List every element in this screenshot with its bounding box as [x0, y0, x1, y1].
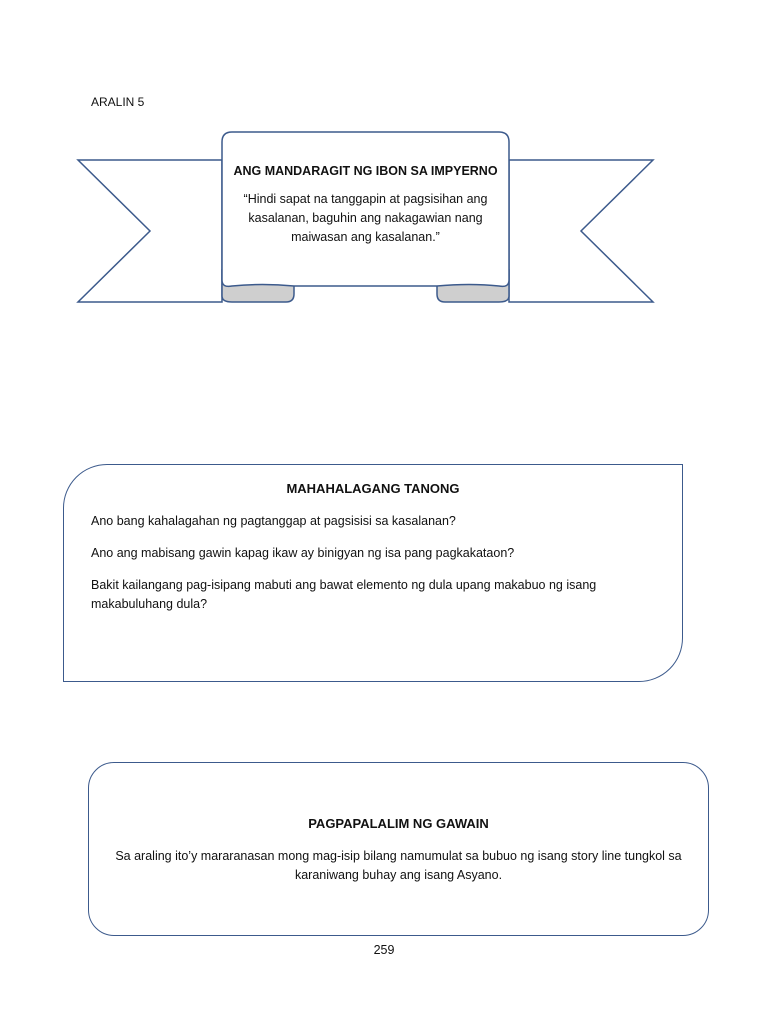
ribbon-left-tail — [78, 160, 222, 302]
question-item-2: Ano ang mabisang gawin kapag ikaw ay binigyan ng isa pang pagkakataon? — [91, 546, 515, 560]
deepening-activity-body: Sa araling ito’y mararanasan mong mag-isip bilang namumulat sa bubuo ng isang story line tungkol sa karaniwang buhay ang isang Asyano. — [115, 849, 682, 882]
deepening-activity-title: PAGPAPALALIM NG GAWAIN — [308, 816, 489, 831]
essential-questions-list — [91, 512, 612, 627]
lesson-label: ARALIN 5 — [91, 95, 145, 109]
deepening-activity-box — [88, 762, 709, 936]
essential-questions-title: MAHAHALAGANG TANONG — [286, 481, 460, 496]
essential-questions-box — [63, 464, 683, 682]
ribbon-banner-text — [222, 132, 509, 274]
page-number: 259 — [373, 943, 395, 957]
question-item-1: Ano bang kahalagahan ng pagtanggap at pagsisisi sa kasalanan? — [91, 514, 456, 528]
ribbon-right-tail — [509, 160, 653, 302]
banner-title: ANG MANDARAGIT NG IBON SA IMPYERNO — [233, 164, 498, 178]
banner-quote: “Hindi sapat na tanggapin at pagsisihan ang kasalanan, baguhin ang nakagawian nang maiwasan ang kasalanan.” — [243, 192, 488, 244]
question-item-3: Bakit kailangang pag-isipang mabuti ang bawat elemento ng dula upang makabuo ng isang makabuluhang dula? — [91, 578, 597, 611]
